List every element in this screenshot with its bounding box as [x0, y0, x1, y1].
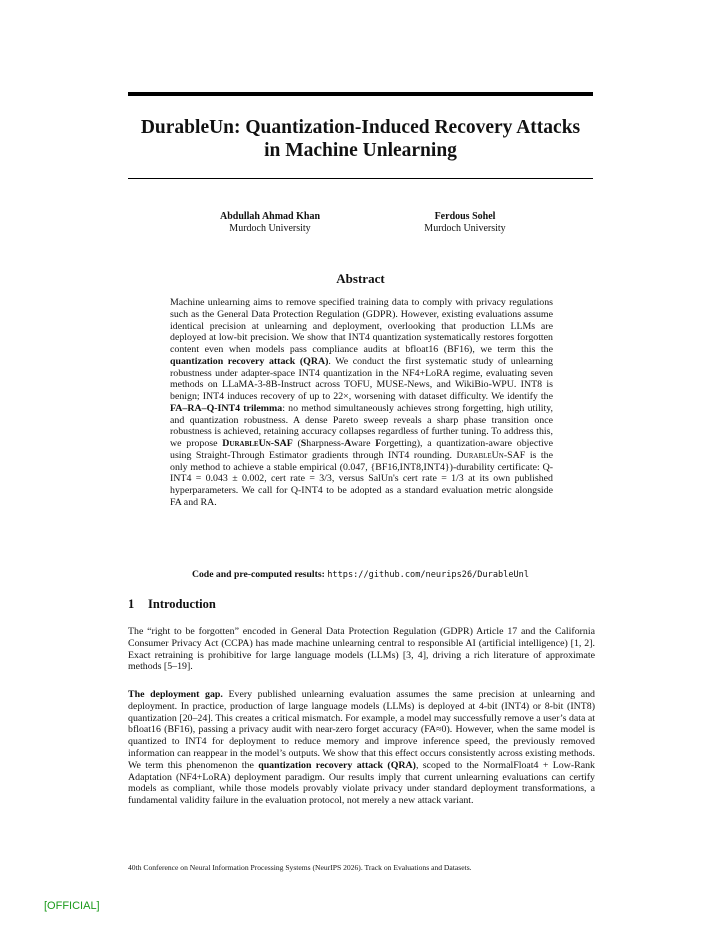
author-name: Ferdous Sohel	[434, 211, 496, 222]
abstract-text: Machine unlearning aims to remove specified training data to comply with privacy regulations such as the General Data Protection Regulation (GDPR). However, existing evaluations assume identical precision at unlearning and deployment, overlooking that production LLMs are deployed at low-bit precision. We show that INT4 quantization systematically restores forgotten content even when models pass compliance audits at bfloat16 (BF16), we term this the	[170, 297, 553, 355]
abstract-bold: quantization recovery attack (QRA)	[170, 355, 329, 367]
paragraph-bold: quantization recovery attack (QRA)	[258, 759, 416, 771]
paragraph-text: , scoped to the NormalFloat4 + Low-Rank Adaptation (NF4+LoRA) deployment paradigm. Our results imply that current unlearning evaluations can certify models as compliant, while those models provably violate privacy under standard deployment transformations, a fundamental validity failure in the evaluation protocol, not merely a new attack variant.	[128, 759, 595, 807]
section-title: Introduction	[148, 597, 216, 611]
author-name: Abdullah Ahmad Khan	[219, 211, 321, 222]
classification-marking: [OFFICIAL]	[44, 900, 100, 912]
abstract-text: . We conduct the first systematic study of unlearning robustness under adapter-space INT4 quantization in the NF4+LoRA regime, evaluating seven methods on LLaMA-3-8B-Instruct across TOFU, MUSE-News, and WikiBio-WPU. INT8 is benign; INT4 induces recovery of up to 22×, worsening with dataset difficulty. We identify the	[170, 355, 553, 402]
paper-title	[128, 116, 593, 162]
paragraph-heading: The deployment gap.	[128, 689, 223, 700]
section-number: 1	[128, 597, 135, 611]
method-name: DurableUn-SAF	[456, 449, 526, 461]
abstract-body	[170, 297, 553, 509]
code-availability	[128, 569, 593, 580]
abstract-text: : no method simultaneously achieves strong forgetting, high utility, and quantization robustness. A dense Pareto sweep reveals a sharp phase transition once robustness is achieved, retaining accuracy collapses regardless of further tuning. To address this, we propose	[170, 402, 553, 449]
abstract-text: (	[292, 438, 301, 449]
abstract-text: orgetting), a quantization-aware objective using Straight-Through Estimator gradients through INT4 rounding.	[170, 438, 554, 461]
code-link[interactable]: https://github.com/neurips26/DurableUnl	[327, 570, 530, 580]
abstract-bold: A	[344, 438, 352, 449]
abstract-text: is the only method to achieve a stable empirical (0.047, {BF16,INT8,INT4})-durability certificate: Q-INT4 = 0.043 ± 0.002, cert rate = 3/3, versus SalUn's cert rate = 1/3 at its own published hyperparameters. We call for Q-INT4 to be adopted as a standard evaluation metric alongside FA and RA.	[170, 449, 554, 508]
intro-paragraph-1: The “right to be forgotten” encoded in General Data Protection Regulation (GDPR) Article 17 and the California Consumer Privacy Act (CCPA) has made machine unlearning central to responsible AI (artificial intelligence) [1, 2]. Exact retraining is prohibitive for large language models (LLMs) [3, 4], driving a rich literature of approximate methods [5–19].	[128, 626, 595, 673]
abstract-text: ware	[351, 438, 376, 449]
author-2	[365, 211, 565, 235]
intro-paragraph-2	[128, 689, 595, 807]
title-line-2: in Machine Unlearning	[264, 140, 457, 161]
title-rule-top	[128, 92, 593, 96]
abstract-bold: FA–RA–Q-INT4 trilemma	[170, 402, 283, 414]
author-affiliation: Murdoch University	[424, 223, 506, 234]
conference-footnote: 40th Conference on Neural Information Processing Systems (NeurIPS 2026). Track on Evaluations and Datasets.	[128, 863, 472, 872]
abstract-text: harpness-	[306, 438, 345, 449]
section-heading	[128, 597, 216, 612]
title-line-1: DurableUn: Quantization-Induced Recovery Attacks	[140, 117, 581, 138]
method-name: DurableUn-SAF	[222, 438, 293, 449]
code-label: Code and pre-computed results:	[191, 569, 325, 580]
paragraph-text: Every published unlearning evaluation assumes the same precision at unlearning and deployment. In practice, production of large language models (LLMs) is deployed at 4-bit (INT4) or 8-bit (INT8) quantization [20–24]. This creates a critical mismatch. For example, a model may successfully remove a user’s data at bfloat16 (BF16), passing a privacy audit with near-zero forget accuracy (FA≈0). However, when the same model is quantized to INT4 for deployment to reduce memory and improve inference speed, the previously removed information can reappear in the model’s outputs. We show that this effect occurs consistently across existing methods. We term this phenomenon the	[128, 689, 595, 771]
author-affiliation: Murdoch University	[229, 223, 311, 234]
abstract-bold: F	[375, 438, 382, 449]
title-rule-bottom	[128, 178, 593, 179]
author-1	[170, 211, 370, 235]
abstract-heading: Abstract	[336, 271, 385, 286]
abstract-bold: S	[300, 438, 307, 449]
